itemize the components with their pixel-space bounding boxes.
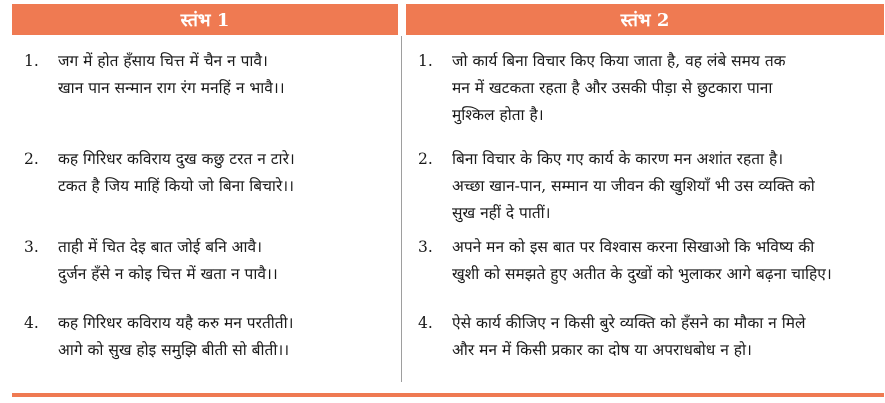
verse-line: ताही में चित देइ बात जोई बनि आवै। <box>58 238 263 256</box>
meaning-line: खुशी को समझते हुए अतीत के दुखों को भुलाकर आगे बढ़ना चाहिए। <box>452 265 832 283</box>
col1-item-1 <box>24 48 394 102</box>
item-number: 4. <box>24 314 39 332</box>
col2-item-4 <box>418 310 874 364</box>
column-1-header: स्तंभ 1 <box>12 4 398 35</box>
verse-line: दुर्जन हँसे न कोइ चित्त में खता न पावै।। <box>58 265 278 283</box>
column-divider <box>401 36 402 382</box>
meaning-line: सुख नहीं दे पातीं। <box>452 204 551 222</box>
item-number: 2. <box>418 150 433 168</box>
meaning-text <box>452 146 872 227</box>
meaning-line: ऐसे कार्य कीजिए न किसी बुरे व्यक्ति को हँसने का मौका न मिले <box>452 314 806 332</box>
meaning-line: मन में खटकता रहता है और उसकी पीड़ा से छुटकारा पाना <box>452 79 773 97</box>
item-number: 3. <box>24 238 39 256</box>
column-2-header: स्तंभ 2 <box>406 4 884 35</box>
meaning-line: बिना विचार के किए गए कार्य के कारण मन अशांत रहता है। <box>452 150 784 168</box>
meaning-line: मुश्किल होता है। <box>452 106 544 124</box>
verse-text <box>58 310 394 364</box>
col2-item-2 <box>418 146 874 227</box>
meaning-line: अपने मन को इस बात पर विश्वास करना सिखाओ कि भविष्य की <box>452 238 815 256</box>
verse-line: कह गिरिधर कविराय यहै करु मन परतीती। <box>58 314 294 332</box>
meaning-line: जो कार्य बिना विचार किए किया जाता है, वह लंबे समय तक <box>452 52 786 70</box>
meaning-text <box>452 48 872 129</box>
col2-item-1 <box>418 48 874 129</box>
verse-line: टकत है जिय माहिं कियो जो बिना बिचारे।। <box>58 177 295 195</box>
verse-line: कह गिरिधर कविराय दुख कछु टरत न टारे। <box>58 150 295 168</box>
item-number: 1. <box>24 52 39 70</box>
col1-item-4 <box>24 310 394 364</box>
meaning-line: और मन में किसी प्रकार का दोष या अपराधबोध न हो। <box>452 341 752 359</box>
item-number: 1. <box>418 52 433 70</box>
meaning-line: अच्छा खान-पान, सम्मान या जीवन की खुशियाँ भी उस व्यक्ति को <box>452 177 815 195</box>
item-number: 2. <box>24 150 39 168</box>
verse-text <box>58 146 394 200</box>
meaning-text <box>452 234 872 288</box>
verse-line: जग में होत हँसाय चित्त में चैन न पावै। <box>58 52 268 70</box>
verse-line: खान पान सन्मान राग रंग मनहिं न भावै।। <box>58 79 285 97</box>
col1-item-2 <box>24 146 394 200</box>
col2-item-3 <box>418 234 874 288</box>
verse-text <box>58 234 394 288</box>
verse-line: आगे को सुख होइ समुझि बीती सो बीती।। <box>58 341 290 359</box>
item-number: 3. <box>418 238 433 256</box>
col1-item-3 <box>24 234 394 288</box>
item-number: 4. <box>418 314 433 332</box>
verse-text <box>58 48 394 102</box>
meaning-text <box>452 310 872 364</box>
bottom-rule <box>12 393 884 397</box>
